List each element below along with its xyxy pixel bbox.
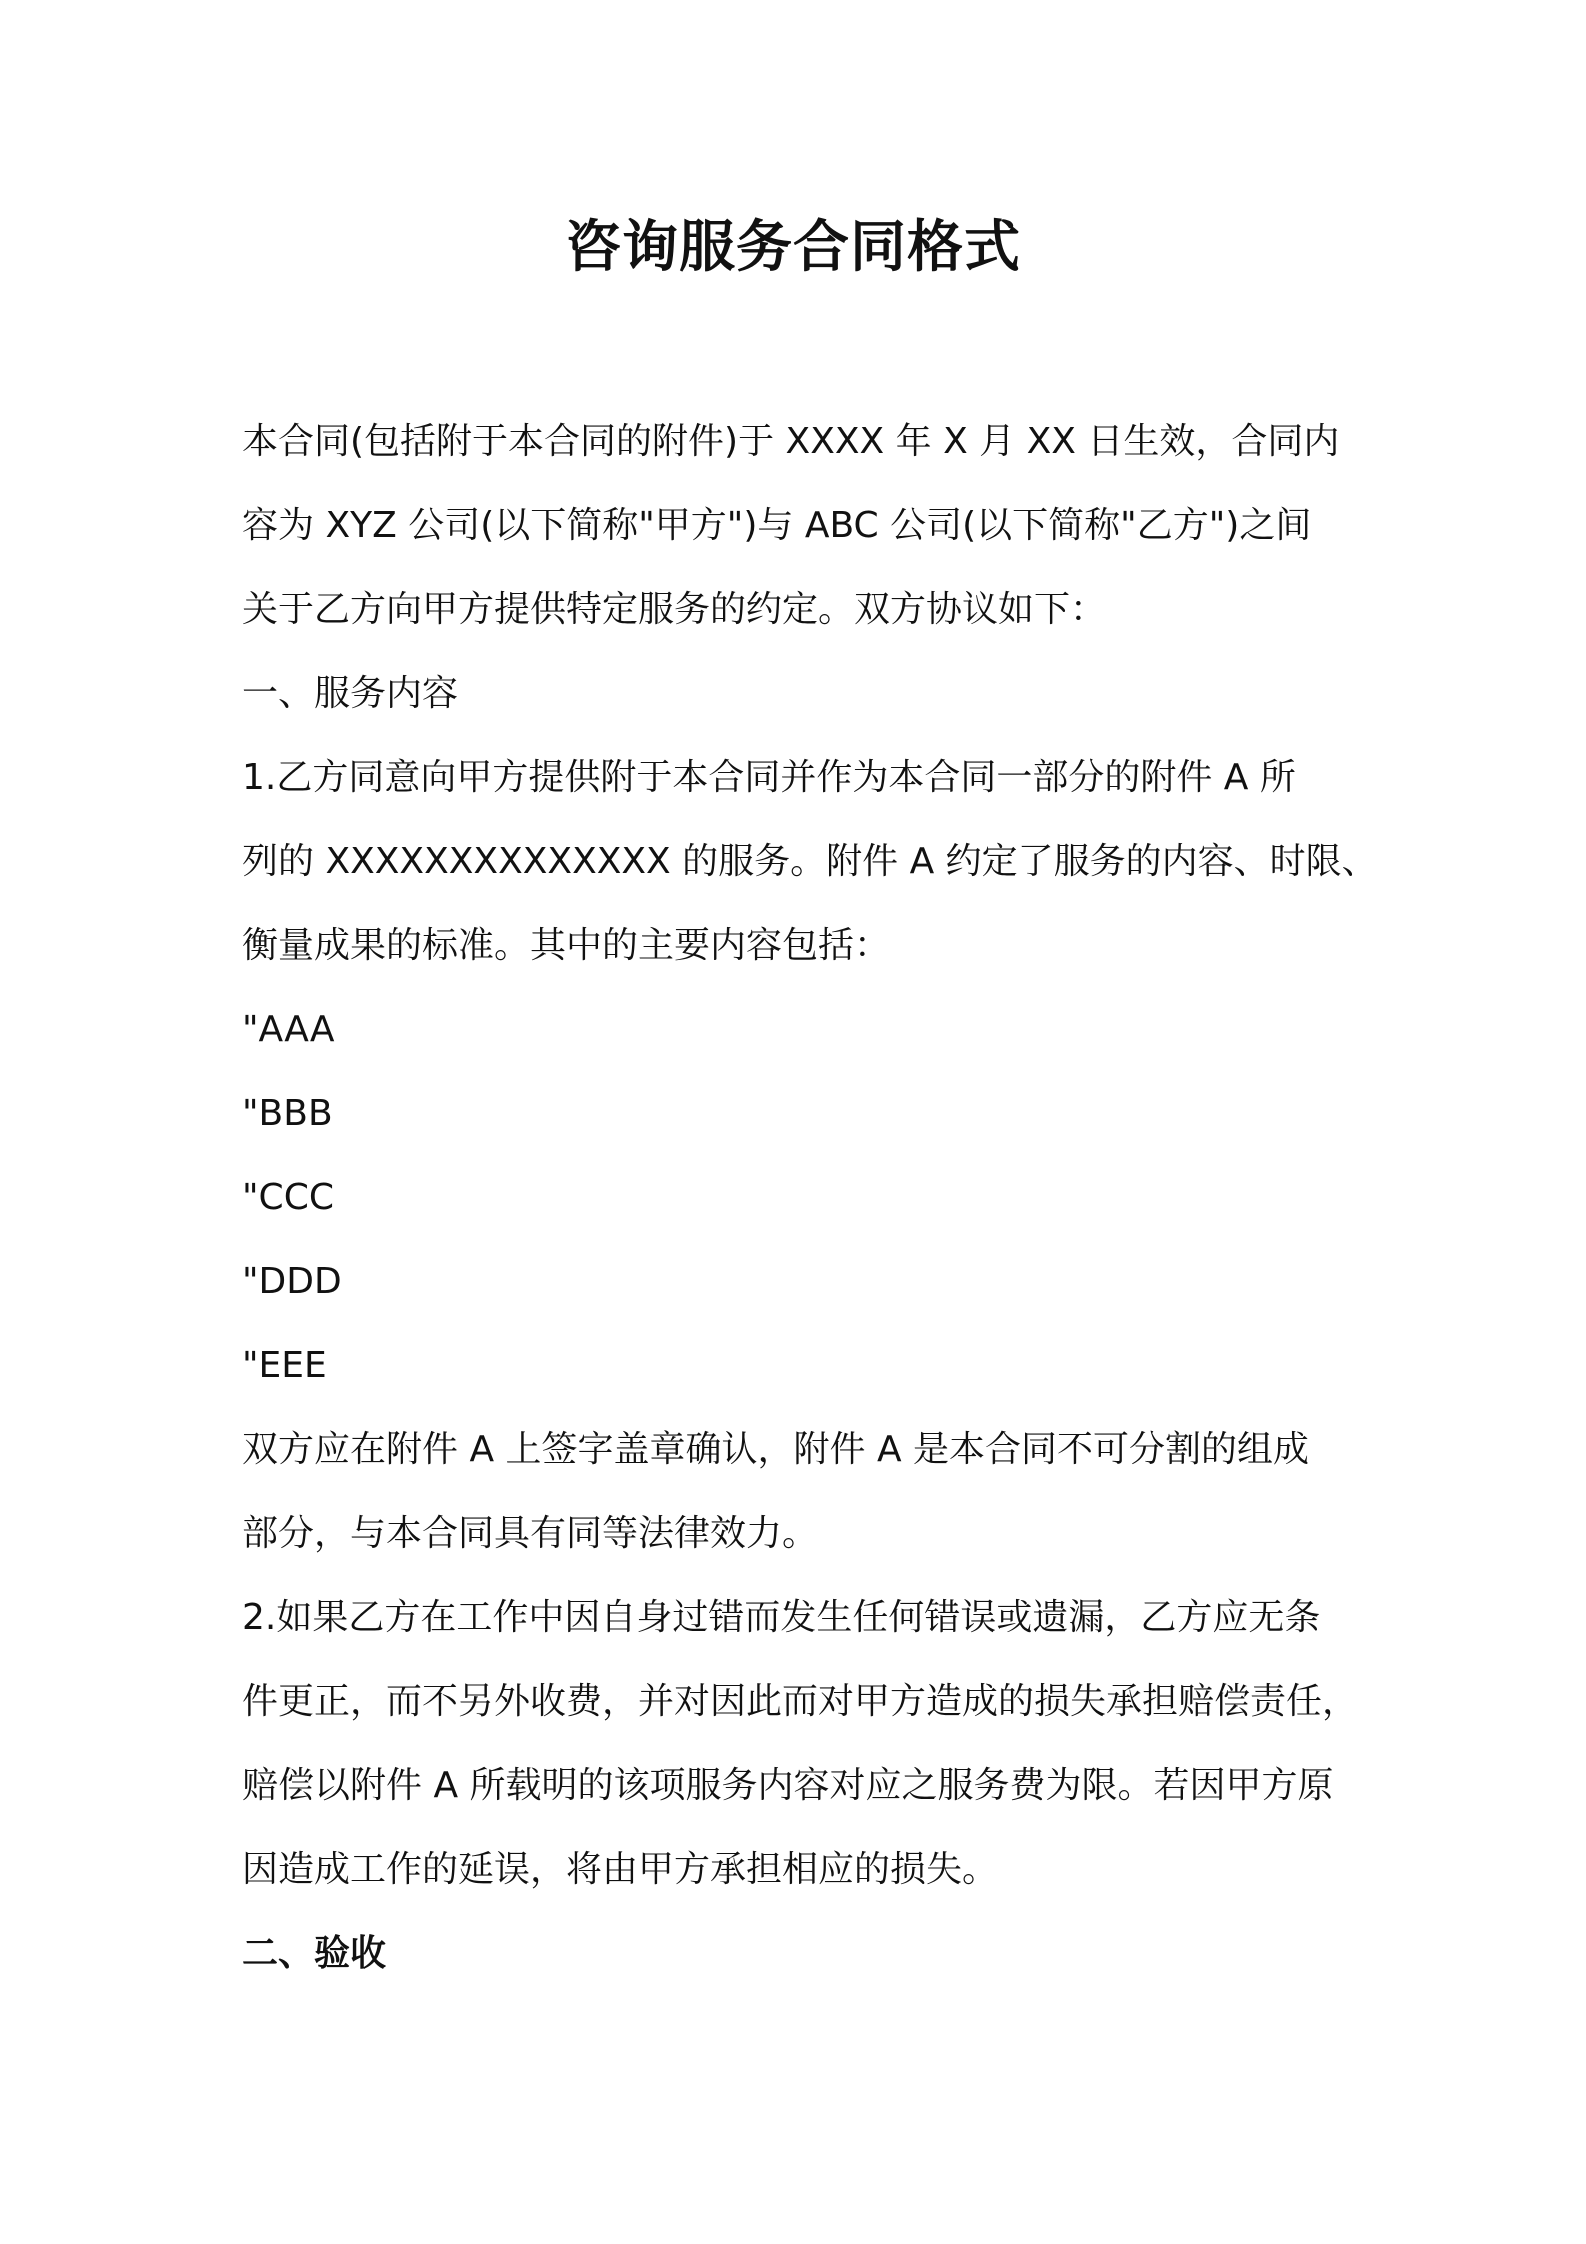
attachment-line-1: 双方应在附件 A 上签字盖章确认，附件 A 是本合同不可分割的组成 — [242, 1429, 1310, 1470]
clause1-line-2: 列的 XXXXXXXXXXXXXX 的服务。附件 A 约定了服务的内容、时限、 — [242, 841, 1378, 882]
intro-line-3: 关于乙方向甲方提供特定服务的约定。双方协议如下： — [242, 589, 1107, 630]
list-item-bbb: "BBB — [242, 1093, 333, 1134]
clause2-line-3: 赔偿以附件 A 所载明的该项服务内容对应之服务费为限。若因甲方原 — [242, 1765, 1334, 1806]
section-heading-service: 一、服务内容 — [242, 673, 459, 714]
list-item-ddd: "DDD — [242, 1261, 342, 1302]
list-item-eee: "EEE — [242, 1345, 327, 1386]
list-item-aaa: "AAA — [242, 1009, 335, 1050]
clause1-line-1: 1.乙方同意向甲方提供附于本合同并作为本合同一部分的附件 A 所 — [242, 757, 1296, 798]
document-title: 咨询服务合同格式 — [565, 215, 1021, 280]
document-body — [242, 400, 1378, 1996]
section-heading-acceptance: 二、验收 — [242, 1933, 387, 1974]
list-item-ccc: "CCC — [242, 1177, 334, 1218]
attachment-line-2: 部分，与本合同具有同等法律效力。 — [242, 1513, 819, 1554]
clause2-line-1: 2.如果乙方在工作中因自身过错而发生任何错误或遗漏，乙方应无条 — [242, 1597, 1321, 1638]
intro-line-1: 本合同(包括附于本合同的附件)于 XXXX 年 X 月 XX 日生效，合同内 — [242, 421, 1340, 462]
clause2-line-2: 件更正，而不另外收费，并对因此而对甲方造成的损失承担赔偿责任， — [242, 1681, 1359, 1722]
clause2-line-4: 因造成工作的延误，将由甲方承担相应的损失。 — [242, 1849, 999, 1890]
clause1-line-3: 衡量成果的标准。其中的主要内容包括： — [242, 925, 891, 966]
intro-line-2: 容为 XYZ 公司(以下简称"甲方")与 ABC 公司(以下简称"乙方")之间 — [242, 505, 1312, 546]
